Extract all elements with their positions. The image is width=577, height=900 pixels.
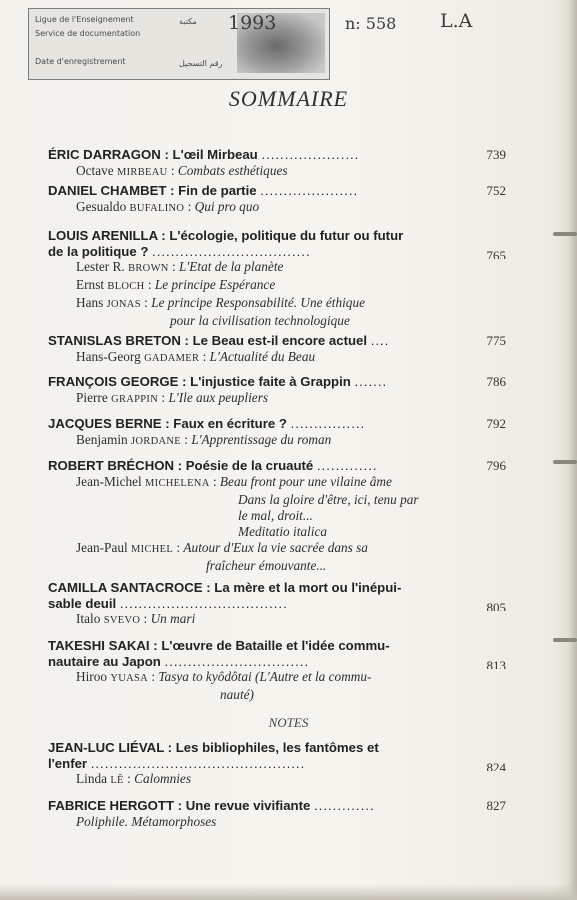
author-title: ROBERT BRÉCHON : Poésie de la cruauté — [48, 458, 317, 473]
entry-author — [48, 228, 506, 244]
ref-work: L'Apprentissage du roman — [191, 431, 332, 447]
handwritten-code: L.A — [440, 10, 473, 32]
toc-entry — [48, 183, 506, 217]
ref-work: Qui pro quo — [194, 198, 260, 214]
author-title: DANIEL CHAMBET : Fin de partie — [48, 183, 261, 198]
page-number: 765 — [486, 247, 506, 259]
entry-author-cont — [48, 244, 506, 260]
ref-colon: : — [168, 259, 180, 274]
ref-surname: BUFALINO — [129, 202, 185, 214]
ref-surname: GADAMER — [144, 352, 200, 364]
page-number: 792 — [486, 416, 506, 431]
reference-cont: le mal, droit... — [238, 507, 313, 523]
leader-dots: ..................... — [260, 183, 359, 198]
ref-colon: : — [173, 539, 184, 555]
ref-colon: : — [199, 348, 210, 364]
page-number: 813 — [486, 657, 506, 669]
author-title: JACQUES BERNE : Faux en écriture ? — [48, 416, 291, 431]
toc-entry — [48, 798, 506, 830]
reference-cont: fraîcheur émouvante... — [206, 557, 327, 573]
leader-dots: .................................... — [119, 595, 288, 611]
author-title: JEAN-LUC LIÉVAL : Les bibliophiles, les fantômes et — [48, 740, 379, 755]
ref-work: L'Ile aux peupliers — [168, 389, 269, 405]
ref-work: Tasya to kyôdôtai (L'Autre et la commu- — [158, 669, 372, 684]
author-title: l'enfer — [48, 755, 91, 771]
author-title: ÉRIC DARRAGON : L'œil Mirbeau — [48, 147, 262, 162]
stamp-text: Service de documentation — [35, 29, 141, 38]
ref-author: Jean-Michel — [76, 473, 146, 489]
ref-work: Beau front pour une vilaine âme — [219, 473, 392, 489]
page-number: 824 — [486, 759, 506, 771]
page-number: 739 — [486, 147, 506, 162]
leader-dots: ............................... — [164, 653, 310, 669]
reference — [48, 349, 506, 367]
stamp-text: Ligue de l'Enseignement — [35, 15, 134, 24]
toc-entry — [48, 333, 506, 367]
author-title: FABRICE HERGOTT : Une revue vivifiante — [48, 798, 314, 813]
ref-work: Le principe Espérance — [154, 277, 276, 292]
reference — [48, 163, 506, 181]
entry-author — [48, 580, 506, 596]
toc-entry — [48, 228, 506, 329]
ref-colon: : — [148, 669, 159, 684]
toc-entry — [48, 580, 506, 629]
ref-colon: : — [167, 162, 178, 178]
entry-author-cont — [48, 756, 506, 772]
notes-heading: NOTES — [268, 715, 309, 730]
author-title: STANISLAS BRETON : Le Beau est-il encore actuel — [48, 333, 371, 348]
reference — [48, 814, 506, 830]
reference — [48, 540, 506, 558]
ref-author: Benjamin — [76, 431, 132, 447]
entry-author — [48, 638, 506, 654]
leader-dots: ..................... — [261, 147, 360, 162]
toc-entry — [48, 147, 506, 181]
handwritten-number: n: 558 — [345, 14, 397, 33]
author-title: nautaire au Japon — [48, 653, 165, 669]
entry-author — [48, 333, 506, 349]
ref-work: Calomnies — [134, 771, 192, 786]
author-title: sable deuil — [48, 595, 120, 611]
handwritten-year: 1993 — [228, 12, 277, 34]
ref-author: Hiroo — [76, 669, 111, 684]
page-number: 752 — [486, 183, 506, 198]
leader-dots: ....... — [354, 374, 388, 389]
ref-author: Pierre — [76, 389, 112, 405]
ref-surname: YUASA — [110, 673, 149, 684]
ref-colon: : — [209, 473, 220, 489]
entry-author — [48, 183, 506, 199]
ref-author: Hans — [76, 295, 107, 310]
page-edge — [567, 0, 577, 900]
ref-author: Linda — [76, 771, 111, 786]
author-title: CAMILLA SANTACROCE : La mère et la mort ou l'inépui- — [48, 580, 402, 595]
leader-dots: ............. — [316, 458, 378, 473]
ref-work: Autour d'Eux la vie sacrée dans sa — [183, 539, 368, 555]
library-stamp — [28, 8, 330, 80]
reference — [48, 259, 506, 277]
stamp-text: مكتبة — [179, 17, 197, 26]
ref-author: Gesualdo — [76, 198, 130, 214]
ref-surname: BLOCH — [107, 281, 145, 292]
toc-entry — [48, 416, 506, 450]
binding-clip — [553, 638, 577, 642]
entry-author — [48, 798, 506, 814]
page-number: 827 — [486, 798, 506, 813]
leader-dots: ............. — [314, 798, 375, 813]
leader-dots: ................ — [290, 416, 366, 431]
toc-entry — [48, 374, 506, 408]
ref-surname: MICHEL — [131, 543, 174, 555]
stamp-text: Date d'enregistrement — [35, 57, 126, 66]
leader-dots: .... — [370, 333, 390, 348]
ref-surname: MICHELENA — [145, 477, 210, 489]
ref-work: Poliphile. Métamorphoses — [76, 813, 217, 829]
reference-cont: Dans la gloire d'être, ici, tenu par — [238, 491, 419, 507]
toc-entry — [48, 740, 506, 789]
reference-cont: pour la civilisation technologique — [170, 313, 350, 328]
author-title: TAKESHI SAKAI : L'œuvre de Bataille et l'idée commu- — [48, 638, 390, 653]
ref-colon: : — [140, 611, 151, 626]
ref-colon: : — [123, 771, 135, 786]
ref-surname: GRAPPIN — [111, 393, 159, 405]
reference — [48, 432, 506, 450]
page-number: 775 — [486, 333, 506, 348]
reference — [48, 474, 506, 492]
page-number: 786 — [486, 374, 506, 389]
entry-author — [48, 740, 506, 756]
reference — [48, 771, 506, 789]
ref-work: L'Actualité du Beau — [209, 348, 316, 364]
ref-surname: MIRBEAU — [116, 166, 168, 178]
ref-surname: JONAS — [106, 299, 141, 310]
ref-colon: : — [180, 431, 192, 447]
reference — [48, 277, 506, 295]
entry-author-cont — [48, 596, 506, 612]
reference — [48, 611, 506, 629]
ref-colon: : — [144, 277, 155, 292]
page-number: 805 — [486, 599, 506, 611]
leader-dots: .................................. — [152, 243, 311, 259]
ref-work: Le principe Responsabilité. Une éthique — [151, 295, 366, 310]
entry-author — [48, 416, 506, 432]
reference — [48, 199, 506, 217]
ref-author: Lester R. — [76, 259, 129, 274]
ref-colon: : — [140, 295, 152, 310]
entry-author — [48, 458, 506, 474]
ref-surname: SVEVO — [103, 615, 141, 626]
entry-author — [48, 147, 506, 163]
author-title: FRANÇOIS GEORGE : L'injustice faite à Grappin — [48, 374, 355, 389]
toc-entry — [48, 638, 506, 703]
reference — [48, 669, 506, 687]
ref-colon: : — [184, 198, 195, 214]
ref-author: Octave — [76, 162, 117, 178]
ref-colon: : — [158, 389, 169, 405]
ref-work: Un mari — [150, 611, 196, 626]
leader-dots: .............................................. — [90, 755, 306, 771]
ref-surname: BROWN — [128, 263, 169, 274]
ref-author: Ernst — [76, 277, 108, 292]
ref-author: Jean-Paul — [76, 539, 132, 555]
ref-work: L'Etat de la planète — [179, 259, 284, 274]
author-title: de la politique ? — [48, 243, 153, 259]
entry-author — [48, 374, 506, 390]
ref-author: Italo — [76, 611, 104, 626]
reference-cont: nauté) — [220, 687, 254, 702]
ref-work: Combats esthétiques — [177, 162, 288, 178]
entry-author-cont — [48, 654, 506, 670]
page-number: 796 — [486, 458, 506, 473]
reference-cont: Meditatio italica — [238, 523, 328, 539]
ref-author: Hans-Georg — [76, 348, 145, 364]
reference — [48, 295, 506, 313]
ref-surname: JORDANE — [131, 435, 181, 447]
author-title: LOUIS ARENILLA : L'écologie, politique du futur ou futur — [48, 228, 404, 243]
page-bottom-shadow — [0, 884, 577, 900]
binding-clip — [553, 460, 577, 464]
reference — [48, 390, 506, 408]
ref-surname: LÊ — [110, 775, 124, 786]
page-title: SOMMAIRE — [228, 86, 349, 111]
binding-clip — [553, 232, 577, 236]
toc-entry — [48, 458, 506, 574]
stamp-text: رقم التسجيل — [179, 59, 223, 68]
